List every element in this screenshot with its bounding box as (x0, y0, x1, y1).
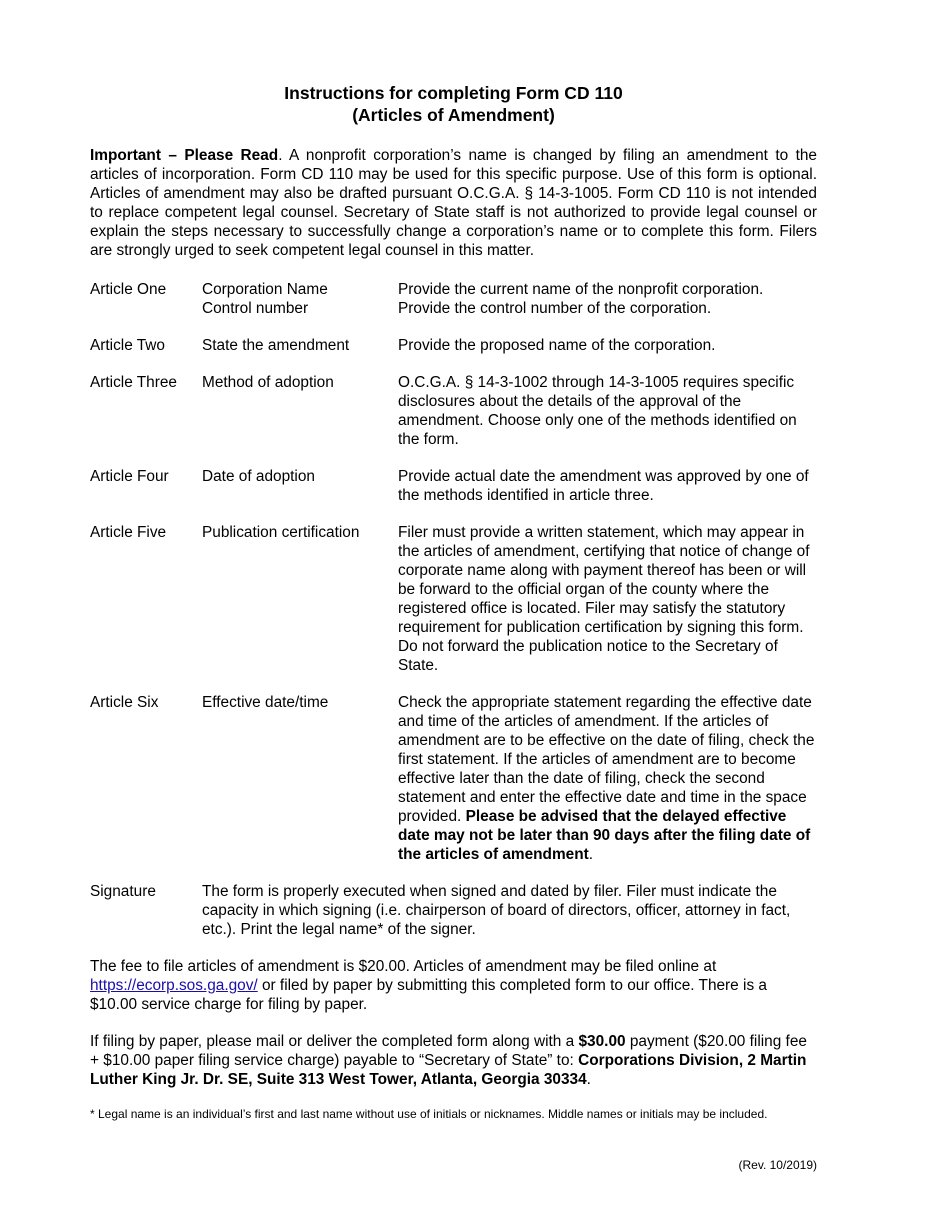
payment-amount: $30.00 (578, 1033, 626, 1050)
footnote: * Legal name is an individual’s first and last name without use of initials or nicknames. Middle names or initials may be included. (90, 1107, 768, 1121)
title-line-2: (Articles of Amendment) (352, 105, 555, 125)
intro-paragraph (90, 146, 817, 260)
article-label: Article One (90, 281, 167, 298)
delayed-date-warning: Please be advised that the delayed effective date may not be later than 90 days after the filing date of the articles of amendment (398, 808, 811, 863)
intro-text: . A nonprofit corporation’s name is changed by filing an amendment to the articles of incorporation. Form CD 110 may be used for this specific purpose. Use of this form is optional. Articles of amendment may also be drafted pursuant O.C.G.A. § 14-3-1005. Form CD 110 is not intended to replace competent legal counsel. Secretary of State staff is not authorized to provide legal counsel or explain the steps necessary to successfully change a corporation’s name or to complete this form. Filers are strongly urged to seek competent legal counsel in this matter. (90, 147, 817, 259)
article-label: Article Two (90, 337, 165, 354)
article-label: Article Four (90, 468, 169, 485)
article-topic: Method of adoption (202, 374, 334, 391)
article-three-row (90, 373, 817, 449)
article-topic: Effective date/time (202, 694, 329, 711)
mailing-address: Corporations Division, 2 Martin Luther King Jr. Dr. SE, Suite 313 West Tower, Atlanta, Georgia 30334 (90, 1052, 807, 1088)
article-label: Article Five (90, 524, 167, 541)
article-topic: State the amendment (202, 337, 350, 354)
signature-description: The form is properly executed when signed and dated by filer. Filer must indicate the capacity in which signing (i.e. chairperson of board of directors, officer, attorney in fact, etc.). Print the legal name* of the signer. (202, 883, 791, 938)
title-line-1: Instructions for completing Form CD 110 (284, 83, 623, 103)
ecorp-link[interactable]: https://ecorp.sos.ga.gov/ (90, 977, 258, 994)
article-topic: Corporation Name Control number (202, 281, 328, 317)
article-one-row (90, 280, 817, 318)
article-description: Filer must provide a written statement, which may appear in the articles of amendment, certifying that notice of change of corporate name along with payment thereof has been or will be forward to the official organ of the county where the registered office is located. Filer may satisfy the statutory requirement for publication certification by signing this form. Do not forward the publication notice to the Secretary of State. (398, 524, 810, 674)
article-six-row (90, 693, 817, 864)
article-four-row (90, 467, 817, 505)
article-description: Provide actual date the amendment was approved by one of the methods identified in article three. (398, 468, 809, 504)
article-two-row (90, 336, 817, 355)
article-topic: Publication certification (202, 524, 360, 541)
signature-label: Signature (90, 883, 156, 900)
article-description: Provide the proposed name of the corporation. (398, 337, 716, 354)
article-label: Article Six (90, 694, 159, 711)
article-label: Article Three (90, 374, 177, 391)
fee-paragraph: The fee to file articles of amendment is $20.00. Articles of amendment may be filed online at https://ecorp.sos.ga.gov/ or filed by paper by submitting this completed form to our office. There is a $10.00 service charge for filing by paper. (90, 958, 767, 1013)
signature-row (90, 882, 817, 939)
article-description: O.C.G.A. § 14-3-1002 through 14-3-1005 requires specific disclosures about the details of the approval of the amendment. Choose only one of the methods identified on the form. (398, 374, 797, 448)
document-page (90, 82, 817, 1122)
intro-bold: Important – Please Read (90, 147, 279, 164)
article-topic: Date of adoption (202, 468, 315, 485)
revision-date: (Rev. 10/2019) (738, 1158, 817, 1172)
article-description: Check the appropriate statement regarding the effective date and time of the articles of amendment. If the articles of amendment are to be effective on the date of filing, check the first statement. If the articles of amendment are to become effective later than the date of filing, check the second statement and enter the effective date and time in the space provided. Please be advised that the delayed effective date may not be later than 90 days after the filing date of the articles of amendment. (398, 694, 815, 863)
page-title (90, 82, 817, 126)
article-description: Provide the current name of the nonprofit corporation. Provide the control number of the corporation. (398, 281, 764, 317)
mail-paragraph: If filing by paper, please mail or deliver the completed form along with a $30.00 payment ($20.00 filing fee + $10.00 paper filing service charge) payable to “Secretary of State” to: Corporations Division, 2 Martin Luther King Jr. Dr. SE, Suite 313 West Tower, Atlanta, Georgia 30334. (90, 1033, 807, 1088)
article-five-row (90, 523, 817, 675)
